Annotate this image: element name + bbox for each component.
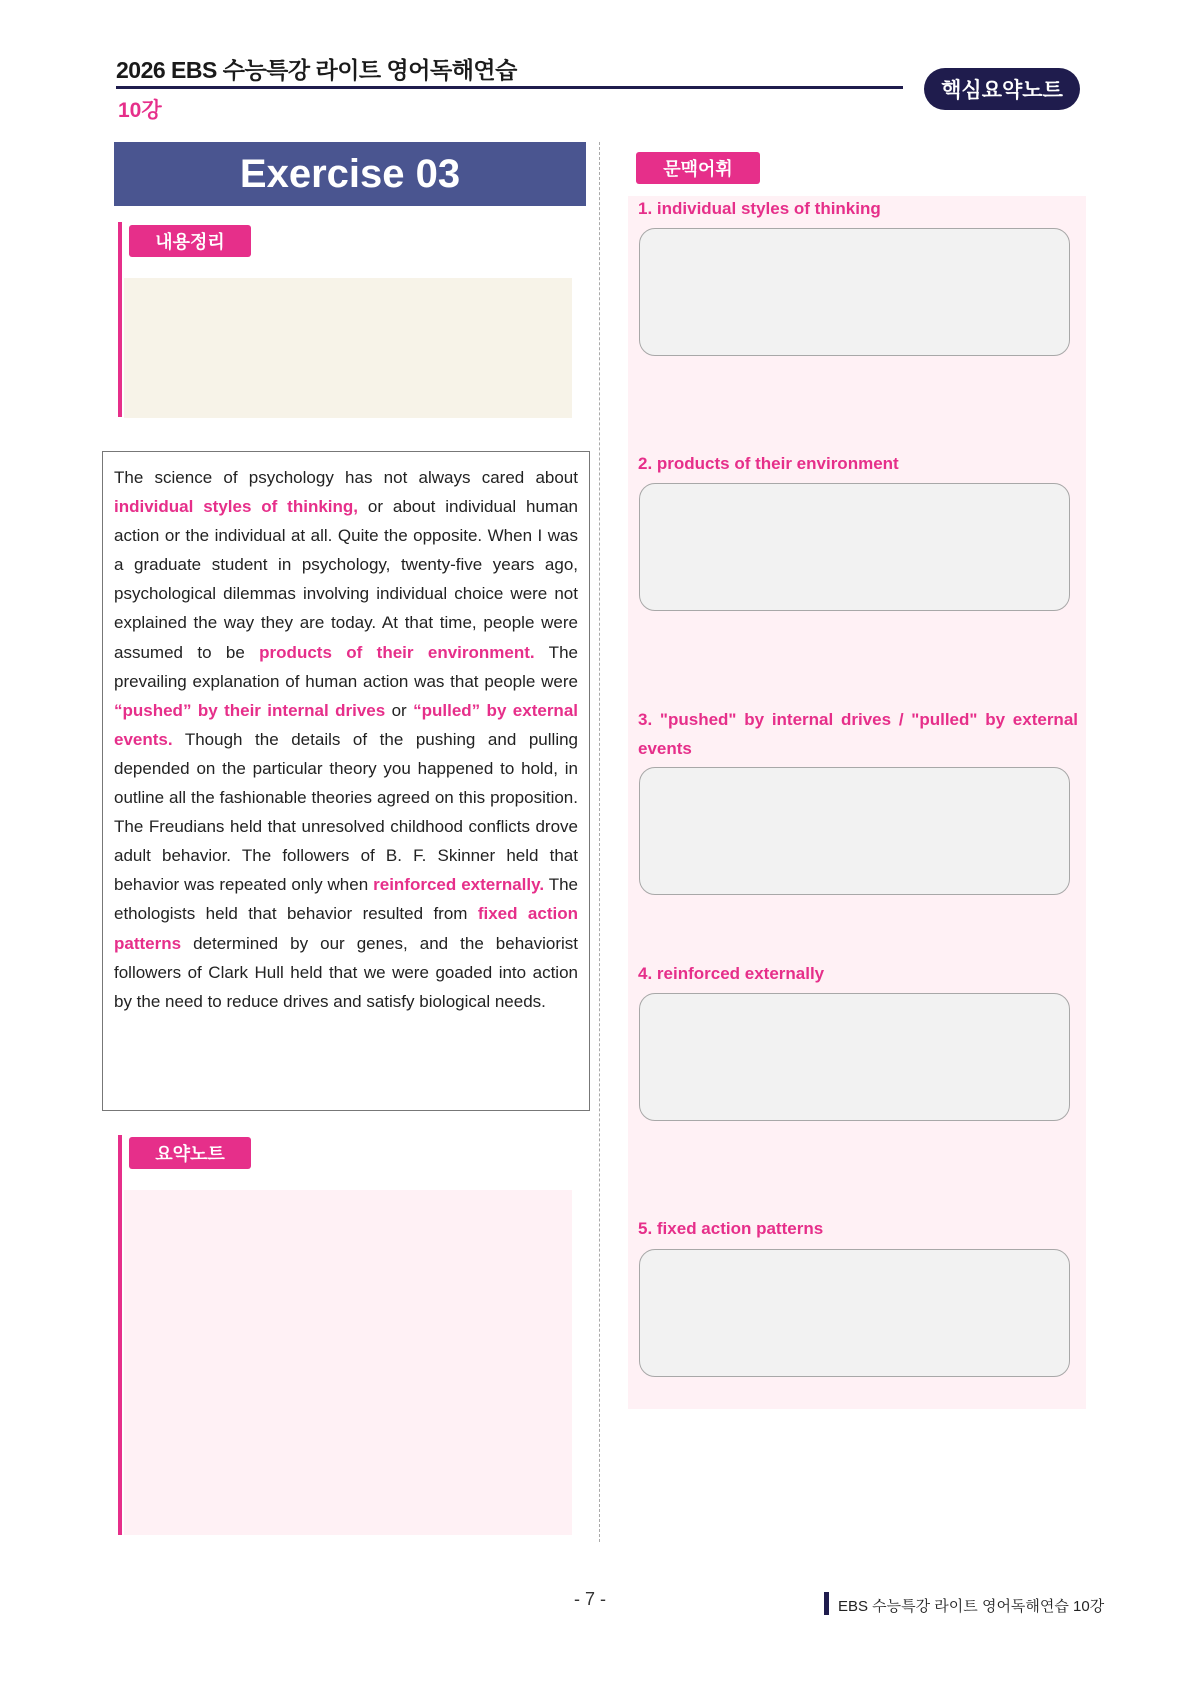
note-area <box>124 1190 572 1535</box>
vocab-answer-box[interactable] <box>639 228 1070 356</box>
highlight-phrase: “pulled” by external events. <box>114 700 578 749</box>
summary-area <box>124 278 572 418</box>
reading-passage: The science of psychology has not always cared about individual styles of thinking, or about individual human action or the individual at all. Quite the opposite. When I was a graduate student in psychology, twenty-five years ago, psychological dilemmas involving individual choice were not explained the way they are today. At that time, people were assumed to be products of their environment. The prevailing explanation of human action was that people were “pushed” by their internal drives or “pulled” by external events. Though the details of the pushing and pulling depended on the particular theory you happened to hold, in outline all the fashionable theories agreed on this proposition. The Freudians held that unresolved childhood conflicts drove adult behavior. The followers of B. F. Skinner held that behavior was repeated only when reinforced externally. The ethologists held that behavior resulted from fixed action patterns determined by our genes, and the behaviorist followers of Clark Hull held that we were goaded into action by the need to reduce drives and satisfy biological needs. <box>102 451 590 1111</box>
exercise-title: Exercise 03 <box>114 142 586 206</box>
vocab-answer-box[interactable] <box>639 483 1070 611</box>
section-badge: 핵심요약노트 <box>924 68 1080 110</box>
vocab-answer-box[interactable] <box>639 767 1070 895</box>
vocab-tag: 문맥어휘 <box>636 152 760 184</box>
summary-tag: 내용정리 <box>129 225 251 257</box>
vocab-answer-box[interactable] <box>639 1249 1070 1377</box>
page-number: - 7 - <box>574 1589 607 1609</box>
header-divider <box>116 86 903 89</box>
note-tag: 요약노트 <box>129 1137 251 1169</box>
vocab-item-label: 3. "pushed" by internal drives / "pulled" by external events <box>638 710 1078 758</box>
highlight-phrase: “pushed” by their internal drives <box>114 700 386 720</box>
footer-title: EBS 수능특강 라이트 영어독해연습 10강 <box>838 1598 1105 1615</box>
book-title: 2026 EBS 수능특강 라이트 영어독해연습 <box>116 57 517 83</box>
vocab-item-label: 5. fixed action patterns <box>638 1219 824 1238</box>
vocab-item-label: 1. individual styles of thinking <box>638 199 881 218</box>
summary-accent-bar <box>118 222 122 417</box>
vocab-item-label: 2. products of their environment <box>638 454 899 473</box>
note-accent-bar <box>118 1135 122 1535</box>
highlight-phrase: fixed action patterns <box>114 904 578 953</box>
vocab-item-label: 4. reinforced externally <box>638 964 825 983</box>
highlight-phrase: individual styles of thinking, <box>114 497 359 517</box>
column-divider <box>599 142 600 1542</box>
highlight-phrase: products of their environment. <box>259 642 535 662</box>
lesson-number: 10강 <box>118 99 162 122</box>
highlight-phrase: reinforced externally. <box>373 875 545 895</box>
vocab-answer-box[interactable] <box>639 993 1070 1121</box>
footer-accent-bar <box>824 1592 829 1615</box>
